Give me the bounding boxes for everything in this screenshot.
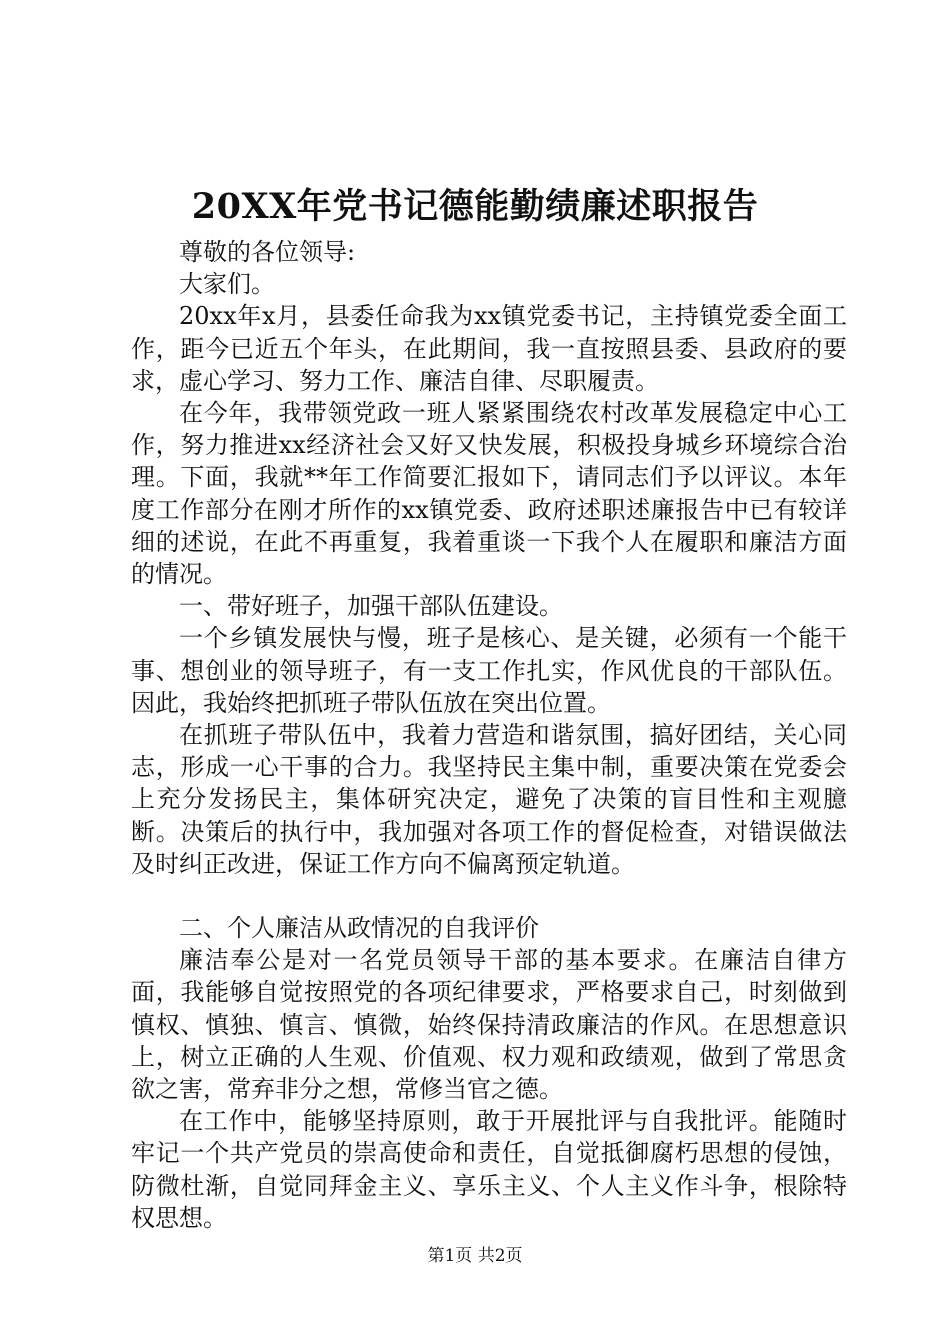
salutation: 尊敬的各位领导: [179, 238, 356, 266]
paragraph: 廉洁奉公是对一名党员领导干部的基本要求。在廉洁自律方面，我能够自觉按照党的各项纪律要求，严格要求自己，时刻做到慎权、慎独、慎言、慎微，始终保持清政廉洁的作风。在思想意识上，树立正确的人生观、价值观、权力观和政绩观，做到了常思贪欲之害，常弃非分之想，常修当官之德。 [131, 946, 847, 1104]
paragraph: 在今年，我带领党政一班人紧紧围绕农村改革发展稳定中心工作，努力推进xx经济社会又好又快发展，积极投身城乡环境综合治理。下面，我就**年工作简要汇报如下，请同志们予以评议。本年度工作部分在刚才所作的xx镇党委、政府述职述廉报告中已有较详细的述说，在此不再重复，我着重谈一下我个人在履职和廉洁方面的情况。 [131, 399, 847, 589]
section-heading: 一、带好班子，加强干部队伍建设。 [179, 592, 563, 621]
paragraph: 在工作中，能够坚持原则，敢于开展批评与自我批评。能随时牢记一个共产党员的崇高使命和责任，自觉抵御腐朽思想的侵蚀，防微杜渐，自觉同拜金主义、享乐主义、个人主义作斗争，根除特权思想。 [131, 1107, 847, 1232]
paragraph: 20xx年x月，县委任命我为xx镇党委书记，主持镇党委全面工作，距今已近五个年头，在此期间，我一直按照县委、县政府的要求，虚心学习、努力工作、廉洁自律、尽职履责。 [131, 302, 847, 395]
page-number: 第1页 共2页 [427, 1246, 523, 1266]
document-title: 20XX年党书记德能勤绩廉述职报告 [191, 186, 759, 227]
section-heading: 二、个人廉洁从政情况的自我评价 [179, 914, 539, 943]
greeting: 大家们。 [179, 270, 275, 299]
paragraph: 在抓班子带队伍中，我着力营造和谐氛围，搞好团结，关心同志，形成一心干事的合力。我坚持民主集中制，重要决策在党委会上充分发扬民主，集体研究决定，避免了决策的盲目性和主观臆断。决策后的执行中，我加强对各项工作的督促检查，对错误做法及时纠正改进，保证工作方向不偏离预定轨道。 [131, 721, 847, 878]
paragraph: 一个乡镇发展快与慢，班子是核心、是关键，必须有一个能干事、想创业的领导班子，有一支工作扎实，作风优良的干部队伍。因此，我始终把抓班子带队伍放在突出位置。 [131, 624, 847, 717]
document-body [131, 236, 847, 1234]
